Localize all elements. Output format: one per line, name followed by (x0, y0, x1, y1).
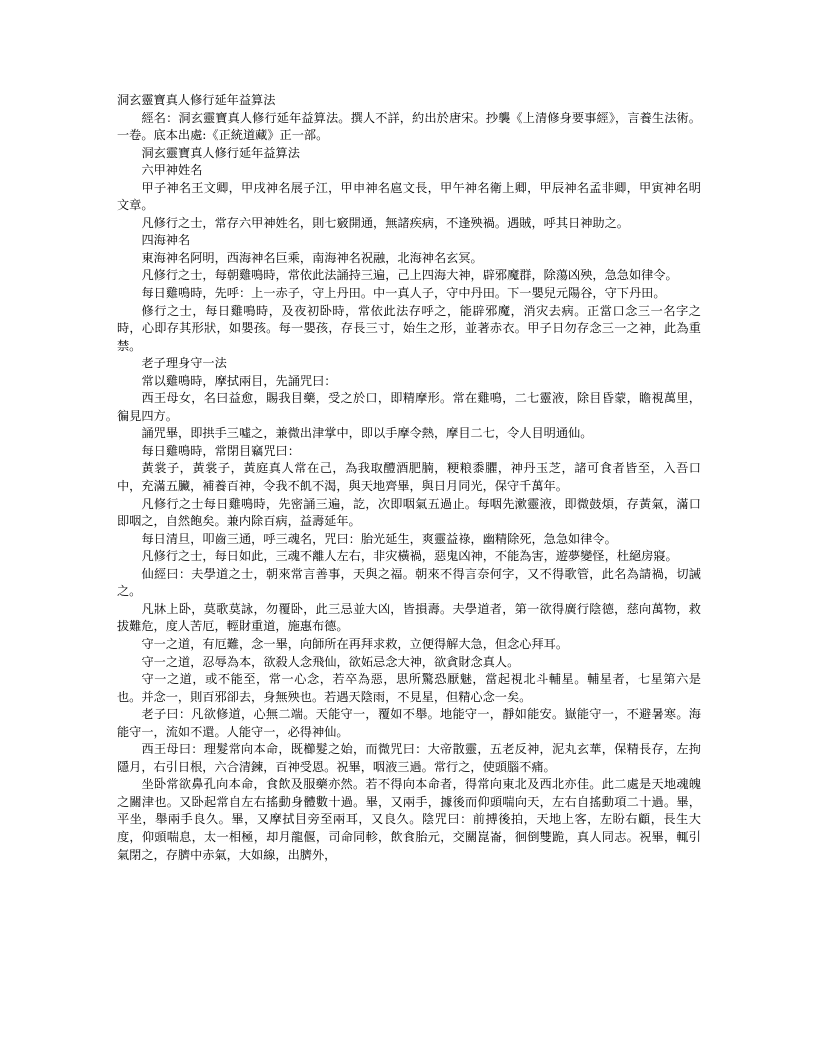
paragraph-liujia-names: 甲子神名王文卿，甲戌神名展子江，甲申神名扈文長，甲午神名衛上卿，甲辰神名孟非卿，甲寅神名明文章。 (117, 180, 701, 213)
paragraph-shouyi-dao-1: 守一之道，有厄難，念一畢，向師所在再拜求救，立便得解大急，但念心拜耳。 (141, 636, 569, 651)
paragraph-eye-rub-intro: 常以雞鳴時，摩拭兩目，先誦咒曰： (141, 373, 337, 388)
paragraph-huangshangzi-spell: 黃裳子，黃裳子，黃庭真人常在己，為我取醴酒肥腩，粳粮黍臞，神丹玉芝，諸可食者皆至，入吾口中，充滿五臟，補養百神，令我不飢不渴，與天地齊畢，與日月同光，保守千萬年。 (117, 461, 701, 494)
paragraph-xiwangmu-quote: 西王母曰：理髮常向本命，既櫛髮之始，而微咒曰：大帝散靈，五老反神，泥丸玄華，保精長存，左拘隱月，右引日根，六合清鍊，百神受恩。祝畢，咽液三過。常行之，使頭腦不痛。 (117, 742, 701, 774)
paragraph-sanyi-practice: 修行之士，每日雞鳴時，及夜初卧時，常依此法存呼之，能辟邪魔，消灾去病。正當口念三一名字之時，心即存其形狀，如嬰孩。每一嬰孩，存長三寸，始生之形，並著赤衣。甲子日勿存念三一之神，此為重禁。 (117, 303, 701, 353)
paragraph-secret-spell-intro: 每日雞鳴時，常閉目竊咒曰： (141, 443, 300, 458)
paragraph-xianjing-quote: 仙經曰：夫學道之士，朝來常言善事，天與之福。朝來不得言奈何字，又不得歌管，此名為請禍，切誡之。 (117, 566, 701, 599)
paragraph-three-taboos: 凡牀上卧，莫歌莫詠，勿覆卧，此三忌並大凶，皆損壽。夫學道者，第一欲得廣行陰德，慈向萬物，救拔難危，度人苦厄，輕財重道，施惠布德。 (117, 601, 701, 634)
paragraph-shouyi-dao-3: 守一之道，或不能至，常一心念，若卒為惡，思所驚恐厭魅，當起視北斗輔星。輔星者，七星第六是也。并念一，則百邪卻去，身無殃也。若遇天陰雨，不見星，但精心念一矣。 (117, 672, 701, 704)
paragraph-eye-spell-method: 誦咒畢，即拱手三噓之，兼微出津掌中，即以手摩令熱，摩目二七，令人目明通仙。 (141, 426, 593, 441)
paragraph-sihai-practice: 凡修行之士，每朝雞鳴時，常依此法誦持三遍，己上四海大神，辟邪魔群，除蕩凶殃，急急如律令。 (141, 268, 678, 283)
paragraph-laozi-quote: 老子曰：凡欲修道，心無二端。天能守一，覆如不舉。地能守一，靜如能安。嶽能守一，不避暑寒。海能守一，流如不還。人能守一，必得神仙。 (117, 707, 701, 739)
paragraph-liujia-practice: 凡修行之士，常存六甲神姓名，則七竅開通，無諸疾病，不逢殃禍。遇賊，呼其日神助之。 (141, 215, 629, 230)
paragraph-sitting-lying-method: 坐卧常欲鼻孔向本命，食飲及服藥亦然。若不得向本命者，得常向東北及西北亦佳。此二處是天地魂魄之關津也。又卧起常自左右搖動身體數十過。畢，又兩手，據後而仰頭喘向天，左右自搖動項二十過。畢，平坐，舉兩手良久。畢，又摩拭目旁至兩耳，又良久。陰咒曰：前搏後拍，天地上客，左盼右顧，長生大度，仰頭喘息，太一相極，却月龍偃，司命同軫，飲食胎元，交關崑崙，徊倒雙跪，真人同志。祝畢，輒引氣閉之，存臍中赤氣，大如線，出臍外， (117, 777, 701, 862)
section-heading-sihai: 四海神名 (141, 233, 191, 248)
section-heading-liujia: 六甲神姓名 (141, 163, 203, 178)
bibliographic-note: 經名：洞玄靈寶真人修行延年益算法。撰人不詳，約出於唐宋。抄襲《上清修身要事經》，言養生法術。一卷。底本出處:《正統道藏》正一部。 (117, 110, 701, 143)
document-text-body (117, 92, 701, 864)
paragraph-sihai-names: 東海神名阿明，西海神名巨乘，南海神名祝融，北海神名玄冥。 (141, 250, 483, 265)
paragraph-shouyi-dao-2: 守一之道，忍辱為本，欲殺人念飛仙，欲妬忌念大神，欲貪財念真人。 (141, 654, 520, 669)
section-heading-laozi-shouyi: 老子理身守一法 (141, 356, 227, 371)
paragraph-eye-spell: 西王母女，名曰益愈，賜我目藥，受之於口，即精摩形。常在雞鳴，二七靈液，除目昏蒙，瞻視萬里，徧見四方。 (117, 391, 701, 423)
paragraph-daily-call: 每日雞鳴時，先呼：上一赤子，守上丹田。中一真人子，守中丹田。下一嬰兒元陽谷，守下丹田。 (141, 286, 666, 301)
document-title: 洞玄靈寶真人修行延年益算法 (117, 93, 276, 107)
paragraph-sanhun-spell: 每日清旦，叩齒三通，呼三魂名，咒曰：胎光延生，爽靈益祿，幽精除死，急急如律令。 (141, 531, 617, 546)
paragraph-sanhun-benefit: 凡修行之士，每日如此，三魂不離人左右，非灾橫禍，惡鬼凶神，不能為害，遊夢變怪，杜絕房寢。 (141, 549, 678, 564)
inner-title: 洞玄靈寶真人修行延年益算法 (141, 145, 300, 160)
paragraph-spell-swallow-method: 凡修行之士每日雞鳴時，先密誦三遍，訖，次即咽氣五過止。每咽先漱靈液，即微鼓煩，存黃氣，滿口即咽之，自然飽矣。兼内除百病，益壽延年。 (117, 496, 701, 529)
